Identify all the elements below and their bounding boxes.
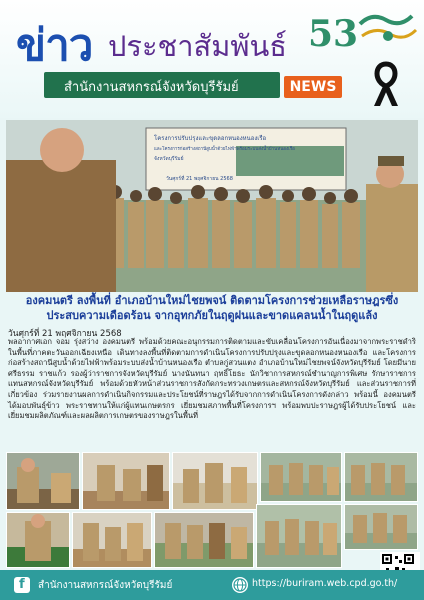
photo-thumb-6	[6, 512, 70, 568]
title-main: ข่าว	[16, 20, 93, 71]
hero-scene	[6, 120, 418, 292]
photo-thumb-2	[82, 452, 170, 510]
hero-photo	[6, 120, 418, 292]
agency-bar	[44, 72, 280, 98]
photo-thumb-10	[344, 504, 418, 550]
mourning-ribbon-icon	[370, 60, 402, 108]
photo-thumb-8	[154, 512, 254, 568]
headline: องคมนตรี ลงพื้นที่ อำเภอบ้านใหม่ไชยพจน์ ติดตามโครงการช่วยเหลือราษฎรซึ่งประสบความเดือดร้อน จากอุทกภัยในฤดูฝนและขาดแคลนน้ำในฤดูแล้ง	[25, 294, 399, 322]
photo-thumb-4	[260, 452, 342, 502]
logo-number: 53	[308, 13, 359, 55]
article-date: วันศุกร์ที่ 21 พฤศจิกายน 2568	[8, 329, 122, 339]
photo-thumb-3	[172, 452, 258, 510]
hero-banner-line4: วันศุกร์ที่ 21 พฤศจิกายน 2568	[166, 176, 233, 182]
anniversary-logo	[300, 6, 420, 60]
hero-banner-line2: และโครงการก่อสร้างสถานีสูบน้ำด้วยไฟฟ้าพร้อมระบบส่งน้ำบ้านหนองเรือ	[154, 147, 295, 152]
agency-name: สำนักงานสหกรณ์จังหวัดบุรีรัมย์	[64, 80, 239, 95]
article-body: พลอากาศเอก จอม รุ่งสว่าง องคมนตรี พร้อมด้วยคณะอนุกรรมการติดตามและขับเคลื่อนโครงการอันเนื่องมาจากพระราชดำริ ในพื้นที่ภาคตะวันออกเฉียงเหนือ เดินทางลงพื้นที่ติดตามการดำเนินโครงการปรับปรุงและขุดลอกหนองหนองเรือ และโครงการก่อสร้างสถานีสูบน้ำด้วยไฟฟ้าพร้อมระบบส่งน้ำบ้านหนองเรือ ตำบลกู่สวนแตง อำเภอบ้านใหม่ไชยพจน์จังหวัดบุรีรัมย์ โดยมีนายศรีธรรม ราชแก้ว รองผู้ว่าราชการจังหวัดบุรีรัมย์ นางนันทนา ฤทธิ์โยธะ นักวิชาการสหกรณ์ชำนาญการพิเศษ รักษาราชการแทนสหกรณ์จังหวัดบุรีรัมย์ พร้อมด้วยหัวหน้าส่วนราชการสังกัดกระทรวงเกษตรและสหกรณ์จังหวัดบุรีรัมย์ และส่วนราชการที่เกี่ยวข้อง ร่วมรายงานผลการดำเนินกิจกรรมและประโยชน์ที่ราษฎรได้รับจากการดำเนินโครงการดังกล่าว พร้อมนี้ องคมนตรี ได้มอบพันธุ์ข้าว พระราชทานให้แก่ผู้แทนเกษตรกร เยี่ยมชมสภาพพื้นที่โครงการฯ พร้อมพบปะราษฎรผู้ได้รับประโยชน์ และเยี่ยมชมผลิตภัณฑ์และผลผลิตการเกษตรของราษฎรในพื้นที่	[8, 337, 416, 421]
facebook-page-link[interactable]: สำนักงานสหกรณ์จังหวัดบุรีรัมย์	[38, 580, 173, 591]
photo-thumb-5	[344, 452, 418, 502]
photo-thumb-1	[6, 452, 80, 510]
photo-thumb-9	[256, 504, 342, 568]
facebook-icon[interactable]: f	[14, 577, 30, 593]
globe-icon	[232, 577, 248, 593]
news-badge: NEWS	[284, 76, 342, 98]
header	[0, 0, 424, 118]
footer	[0, 570, 424, 600]
hero-banner-line3: จังหวัดบุรีรัมย์	[154, 156, 184, 162]
hero-banner-line1: โครงการปรับปรุงและขุดลอกหนองหนองเรือ	[154, 135, 267, 142]
photo-thumb-7	[72, 512, 152, 568]
title-rest: ประชาสัมพันธ์	[108, 29, 287, 63]
website-link[interactable]: https://buriram.web.cpd.go.th/	[252, 578, 398, 589]
